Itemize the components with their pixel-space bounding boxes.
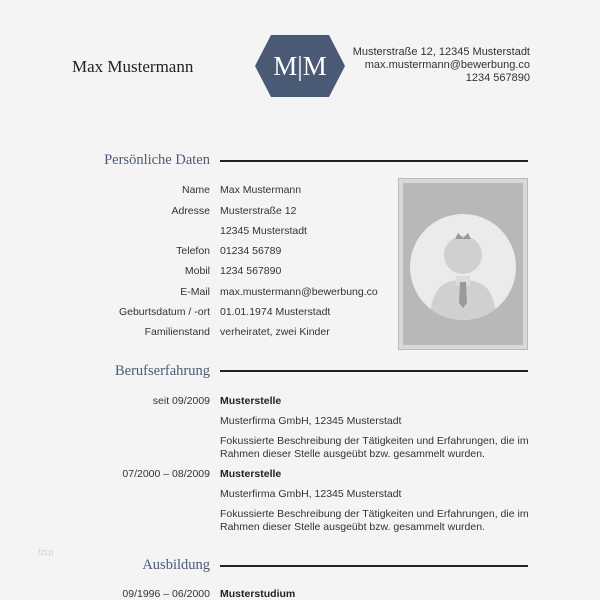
entry-period: 07/2000 – 08/2009 xyxy=(122,468,210,480)
header-name: Max Mustermann xyxy=(72,57,194,76)
entry-company: Musterfirma GmbH, 12345 Musterstadt xyxy=(220,415,402,427)
entry-period: 09/1996 – 06/2000 xyxy=(122,588,210,600)
photo-placeholder xyxy=(398,178,528,350)
field-label: Telefon xyxy=(176,245,210,257)
field-label: Familienstand xyxy=(144,326,210,338)
field-label: Adresse xyxy=(171,205,210,217)
entry-description: Fokussierte Beschreibung der Tätigkeiten und Erfahrungen, die im Rahmen dieser Stelle ausgeübt bzw. gesammelt wurden. xyxy=(220,508,529,533)
field-value: 01.01.1974 Musterstadt xyxy=(220,306,331,318)
field-value: Max Mustermann xyxy=(220,184,302,196)
contact-email: max.mustermann@bewerbung.co xyxy=(364,59,530,71)
monogram-logo xyxy=(255,35,345,97)
section-title-experience: Berufserfahrung xyxy=(114,363,210,379)
entry-position: Musterstelle xyxy=(220,468,282,480)
section-divider xyxy=(220,565,528,567)
field-value: 1234 567890 xyxy=(220,265,282,277)
field-value: max.mustermann@bewerbung.co xyxy=(220,286,378,298)
entry-description: Fokussierte Beschreibung der Tätigkeiten und Erfahrungen, die im Rahmen dieser Stelle ausgeübt bzw. gesammelt wurden. xyxy=(220,435,529,460)
logo-text: M|M xyxy=(273,51,327,81)
field-label: Name xyxy=(181,184,210,196)
section-title-personal: Persönliche Daten xyxy=(104,152,210,168)
field-value: 12345 Musterstadt xyxy=(220,225,307,237)
field-label: Mobil xyxy=(184,265,210,277)
watermark: fzt.p xyxy=(38,548,54,557)
entry-position: Musterstudium xyxy=(220,588,296,600)
field-value: 01234 56789 xyxy=(220,245,282,257)
entry-period: seit 09/2009 xyxy=(152,395,210,407)
section-divider xyxy=(220,160,528,162)
contact-address: Musterstraße 12, 12345 Musterstadt xyxy=(352,46,530,58)
contact-phone: 1234 567890 xyxy=(465,72,530,84)
field-value: Musterstraße 12 xyxy=(220,205,297,217)
section-title-education: Ausbildung xyxy=(142,557,210,573)
field-label: E-Mail xyxy=(180,286,210,298)
person-silhouette-icon xyxy=(403,183,523,345)
section-divider xyxy=(220,370,528,372)
entry-company: Musterfirma GmbH, 12345 Musterstadt xyxy=(220,488,402,500)
entry-position: Musterstelle xyxy=(220,395,282,407)
contact-block xyxy=(353,46,530,85)
field-value: verheiratet, zwei Kinder xyxy=(220,326,330,338)
field-label: Geburtsdatum / -ort xyxy=(118,306,210,318)
